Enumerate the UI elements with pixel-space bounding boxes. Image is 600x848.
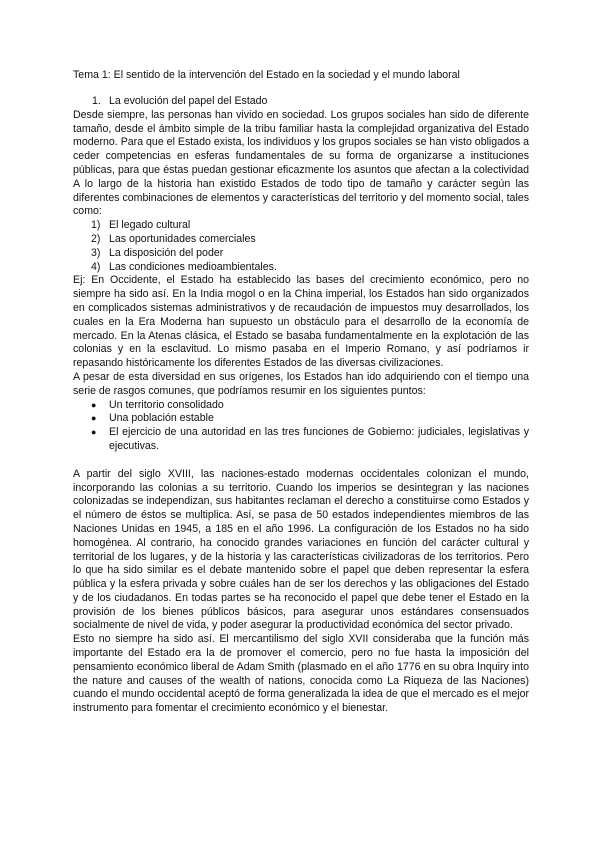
- paragraph-example: Ej: En Occidente, el Estado ha establecido las bases del crecimiento económico, pero no siempre ha sido así. En la India mogol o en la China imperial, los Estados han sido organizados en complicados sistemas administrativos y de recaudación de impuestos muy desarrollados, los cuales en la Era Moderna han supuesto un obstáculo para el desarrollo de la economía de mercado. En la Atenas clásica, el Estado se basaba fundamentalmente en la explotación de las colonias y en la esclavitud. Lo mismo pasaba en el Imperio Romano, y así podríamos ir repasando históricamente los diferentes Estados de las diversas civilizaciones.: [73, 274, 529, 370]
- list-item-text: Las oportunidades comerciales: [109, 232, 256, 245]
- numbered-list: [73, 219, 529, 274]
- bullet-item: [73, 426, 529, 454]
- document-body: [73, 68, 529, 716]
- paragraph-intro: Desde siempre, las personas han vivido en sociedad. Los grupos sociales han sido de diferente tamaño, desde el ámbito simple de la tribu familiar hasta la complejidad organizativa del Estado moderno. Para que el Estado exista, los individuos y los grupos sociales se han visto obligados a ceder competencias en esferas fundamentales de su forma de organizarse a instituciones públicas, para que éstas puedan gestionar eficazmente los asuntos que afectan a la colectividad A lo largo de la historia han existido Estados de todo tipo de tamaño y carácter según las diferentes combinaciones de elementos y características del territorio y del momento social, tales como:: [73, 108, 529, 218]
- bullet-item: [73, 412, 529, 426]
- section-number: 1.: [92, 95, 101, 107]
- document-title: Tema 1: El sentido de la intervención del Estado en la sociedad y el mundo laboral: [73, 69, 460, 81]
- list-item: [73, 233, 529, 247]
- paragraph-mercantilism: Esto no siempre ha sido así. El mercantilismo del siglo XVII consideraba que la función más importante del Estado era la de promover el comercio, pero no fue hasta la imposición del pensamiento económico liberal de Adam Smith (plasmado en el año 1776 en su obra Inquiry into the nature and causes of the wealth of nations, conocida como La Riqueza de las Naciones) cuando el mundo occidental aceptó de forma generalizada la idea de que el mercado es el mejor instrumento para fomentar el crecimiento económico y el bienestar.: [73, 633, 529, 715]
- bullet-icon: ●: [91, 413, 97, 424]
- paragraph-colonization: A partir del siglo XVIII, las naciones-estado modernas occidentales colonizan el mundo, incorporando las colonias a su territorio. Cuando los imperios se desintegran y las naciones colonizadas se independizan, sus habitantes reclaman el derecho a constituirse como Estados y el número de éstos se multiplica. Así, se pasa de 50 estados independientes miembros de las Naciones Unidas en 1945, a 185 en el año 1996. La configuración de los Estados no ha sido homogénea. Al contrario, ha conocido grandes variaciones en función del carácter cultural y territorial de los lugares, y de la historia y las características civilizadoras de los territorios. Pero lo que ha sido similar es el debate mantenido sobre el papel que deben representar la esfera pública y la esfera privada y sobre cuáles han de ser los derechos y las obligaciones del Estado y de los ciudadanos. En todas partes se ha reconocido el papel que debe tener el Estado en la provisión de los bienes públicos básicos, para asegurar unos estándares consensuados socialmente de nivel de vida, y poder asegurar la productividad económica del sector privado.: [73, 467, 529, 632]
- bullet-text: Un territorio consolidado: [109, 398, 224, 411]
- list-item-number: 4): [91, 260, 101, 273]
- bullet-icon: ●: [91, 427, 97, 438]
- list-item-text: El legado cultural: [109, 219, 191, 232]
- bullet-icon: ●: [91, 399, 97, 410]
- list-item-number: 1): [91, 219, 101, 232]
- list-item-text: La disposición del poder: [109, 246, 224, 259]
- bullet-item: [73, 399, 529, 413]
- list-item: [73, 219, 529, 233]
- bullet-text: Una población estable: [109, 412, 214, 425]
- paragraph-spacer: [73, 454, 529, 468]
- bullet-list: [73, 399, 529, 454]
- list-item: [73, 247, 529, 261]
- section-title: La evolución del papel del Estado: [109, 95, 268, 107]
- bullet-text: El ejercicio de una autoridad en las tres funciones de Gobierno: judiciales, legislativas y ejecutivas.: [109, 426, 529, 452]
- list-item: [73, 261, 529, 275]
- section-heading: [73, 95, 529, 109]
- list-item-number: 3): [91, 246, 101, 259]
- list-item-text: Las condiciones medioambientales.: [109, 260, 277, 273]
- list-item-number: 2): [91, 232, 101, 245]
- paragraph-common-traits: A pesar de esta diversidad en sus orígenes, los Estados han ido adquiriendo con el tiempo una serie de rasgos comunes, que podríamos resumir en los siguientes puntos:: [73, 370, 529, 397]
